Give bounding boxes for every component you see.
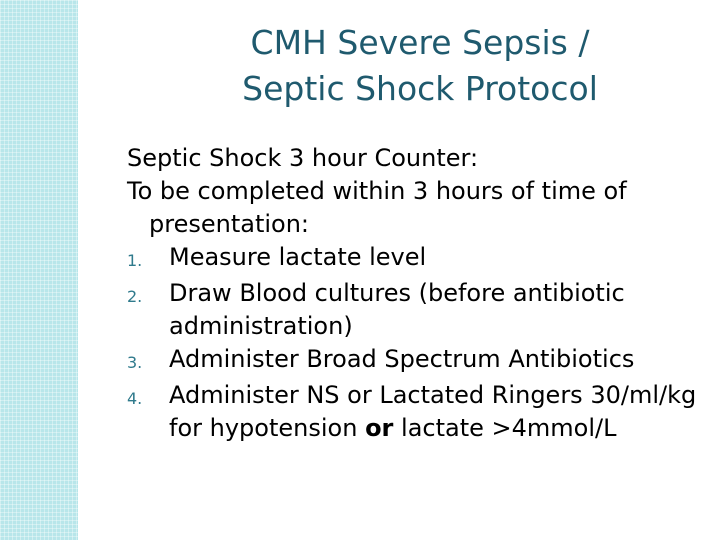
list-number: 2. bbox=[127, 287, 143, 306]
list-item-text-start: Administer NS or Lactated Ringers 30/ml/kg for hypotension bbox=[169, 381, 697, 442]
list-item-text-end: lactate >4mmol/L bbox=[401, 414, 617, 442]
list-item-text bbox=[169, 379, 697, 445]
emphasis-or: or bbox=[365, 414, 394, 442]
slide-body bbox=[127, 142, 697, 445]
list-item bbox=[127, 241, 697, 277]
intro-text: To be completed within 3 hours of time of presentation: bbox=[127, 177, 627, 238]
list-item bbox=[127, 277, 697, 343]
list-item-text: Draw Blood cultures (before antibiotic administration) bbox=[169, 279, 625, 340]
protocol-list bbox=[127, 241, 697, 445]
title-line-1: CMH Severe Sepsis / bbox=[250, 23, 590, 62]
list-number: 1. bbox=[127, 251, 143, 270]
list-item-text: Measure lactate level bbox=[169, 243, 427, 271]
list-item bbox=[127, 343, 697, 379]
list-item bbox=[127, 379, 697, 445]
title-line-2: Septic Shock Protocol bbox=[242, 69, 598, 108]
list-number: 4. bbox=[127, 389, 143, 408]
decorative-sidebar bbox=[0, 0, 78, 540]
counter-heading: Septic Shock 3 hour Counter: bbox=[127, 144, 479, 172]
list-item-text: Administer Broad Spectrum Antibiotics bbox=[169, 345, 635, 373]
slide-title bbox=[150, 20, 690, 112]
list-number: 3. bbox=[127, 353, 143, 372]
